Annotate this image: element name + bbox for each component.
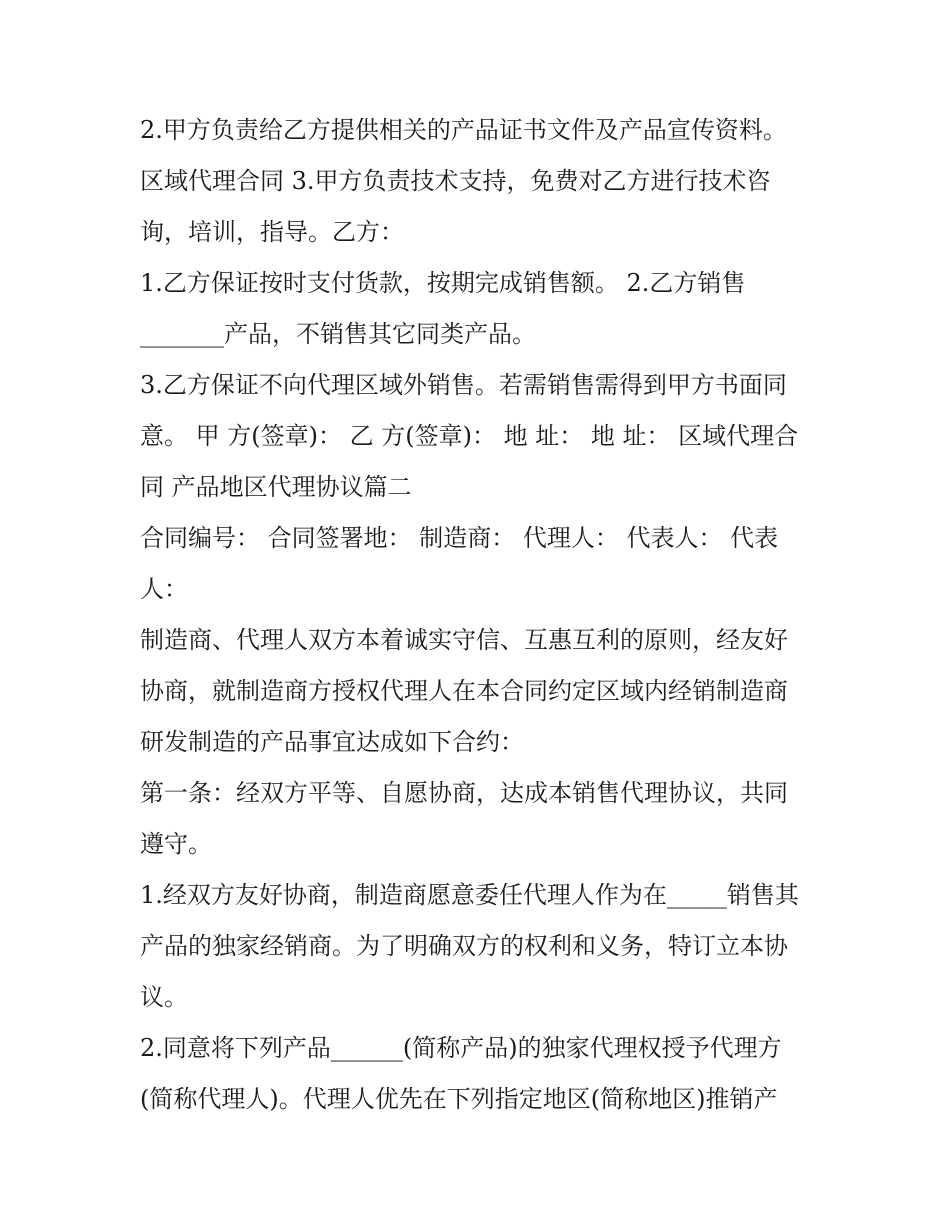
text-line: 区域代理合同 3.甲方负责技术支持，免费对乙方进行技术咨	[140, 167, 771, 195]
text-line: 意。 甲 方(签章)： 乙 方(签章)： 地 址： 地 址： 区域代理合	[140, 422, 799, 450]
text-line: 议。	[140, 983, 188, 1011]
text-line: 第一条：经双方平等、自愿协商，达成本销售代理协议，共同	[140, 779, 788, 807]
text-line: 1.经双方友好协商，制造商愿意委任代理人作为在_____销售其	[140, 881, 799, 909]
text-line: 研发制造的产品事宜达成如下合约：	[140, 728, 524, 756]
text-line: 询，培训，指导。乙方：	[140, 218, 404, 246]
document-body	[140, 105, 820, 1125]
text-line: 制造商、代理人双方本着诚实守信、互惠互利的原则，经友好	[140, 626, 788, 654]
text-line: 2.同意将下列产品______(简称产品)的独家代理权授予代理方	[140, 1034, 782, 1062]
text-line: 协商，就制造商方授权代理人在本合同约定区域内经销制造商	[140, 677, 788, 705]
text-line: 人：	[140, 575, 188, 603]
text-line: 同 产品地区代理协议篇二	[140, 473, 412, 501]
text-line: (简称代理人)。代理人优先在下列指定地区(简称地区)推销产	[140, 1085, 778, 1113]
text-line: 2.甲方负责给乙方提供相关的产品证书文件及产品宣传资料。	[140, 116, 787, 144]
text-line: _______产品，不销售其它同类产品。	[140, 320, 536, 348]
text-line: 3.乙方保证不向代理区域外销售。若需销售需得到甲方书面同	[140, 371, 787, 399]
text-line: 合同编号： 合同签署地： 制造商： 代理人： 代表人： 代表	[140, 524, 779, 552]
text-line: 产品的独家经销商。为了明确双方的权利和义务，特订立本协	[140, 932, 788, 960]
text-line: 1.乙方保证按时支付货款，按期完成销售额。 2.乙方销售	[140, 269, 746, 297]
text-line: 遵守。	[140, 830, 212, 858]
